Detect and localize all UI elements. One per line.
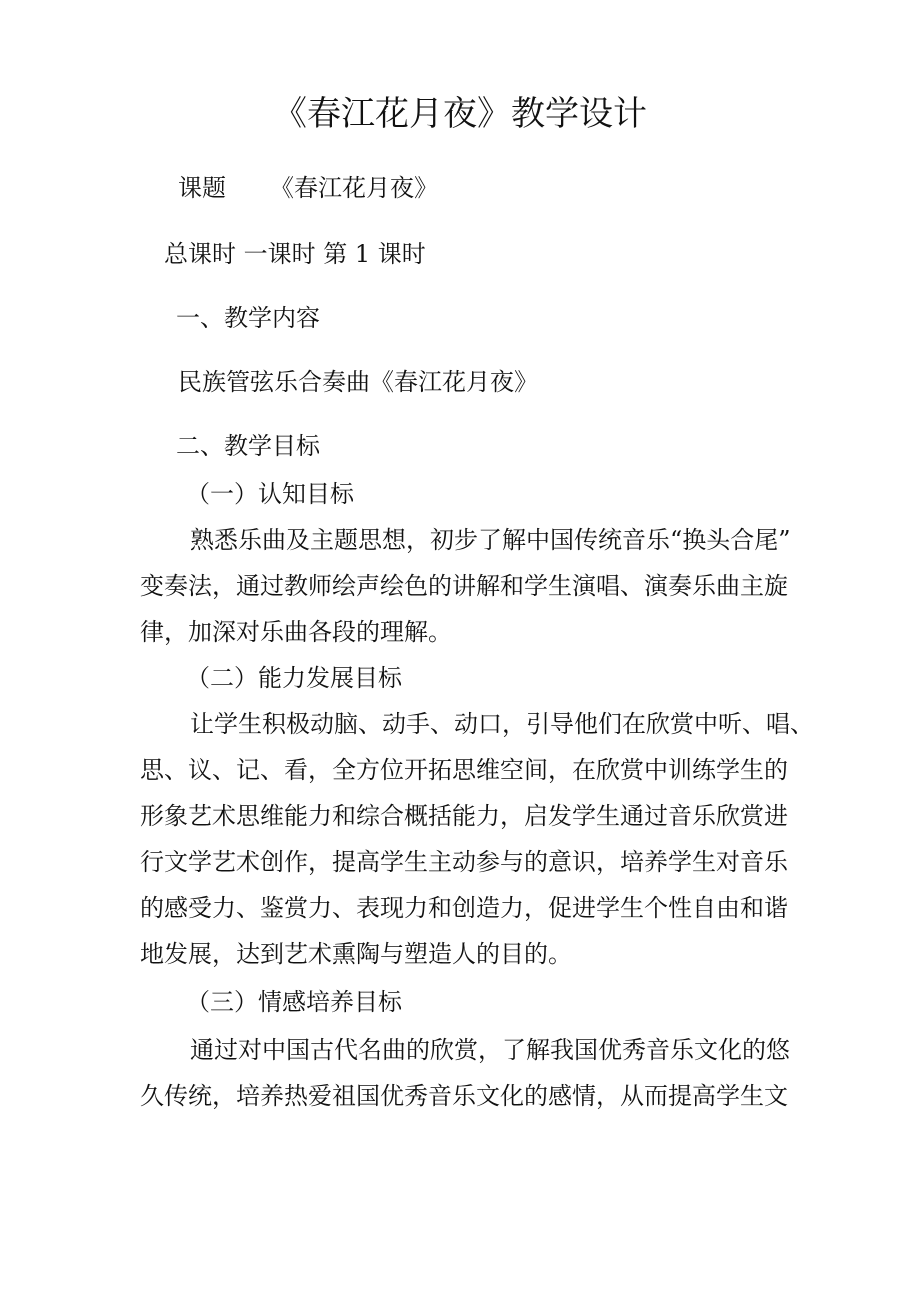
course-label: 课题 [178, 174, 226, 202]
paragraph-line: 久传统，培养热爱祖国优秀音乐文化的感情，从而提高学生文 [140, 1082, 788, 1110]
paragraph-line: 变奏法，通过教师绘声绘色的讲解和学生演唱、演奏乐曲主旋 [140, 572, 788, 600]
class-hours: 总课时 一课时 第 1 课时 [164, 240, 426, 268]
paragraph-line: 地发展，达到艺术熏陶与塑造人的目的。 [140, 940, 572, 968]
section-heading-teaching-content: 一、教学内容 [176, 304, 320, 332]
paragraph-line: 让学生积极动脑、动手、动口，引导他们在欣赏中听、唱、 [190, 710, 814, 738]
paragraph-line: 熟悉乐曲及主题思想，初步了解中国传统音乐“换头合尾” [190, 526, 791, 554]
paragraph-line: 律，加深对乐曲各段的理解。 [140, 618, 452, 646]
subheading-emotional-goals: （三）情感培养目标 [186, 988, 402, 1016]
paragraph-line: 行文学艺术创作，提高学生主动参与的意识，培养学生对音乐 [140, 848, 788, 876]
paragraph-line: 的感受力、鉴赏力、表现力和创造力，促进学生个性自由和谐 [140, 894, 788, 922]
teaching-content-text: 民族管弦乐合奏曲《春江花月夜》 [178, 368, 538, 396]
document-title: 《春江花月夜》教学设计 [273, 94, 647, 134]
subheading-cognitive-goals: （一）认知目标 [186, 480, 354, 508]
course-value: 《春江花月夜》 [270, 174, 438, 202]
subheading-ability-goals: （二）能力发展目标 [186, 664, 402, 692]
paragraph-line: 形象艺术思维能力和综合概括能力，启发学生通过音乐欣赏进 [140, 802, 788, 830]
paragraph-line: 思、议、记、看，全方位开拓思维空间，在欣赏中训练学生的 [140, 756, 788, 784]
section-heading-teaching-goals: 二、教学目标 [176, 432, 320, 460]
paragraph-line: 通过对中国古代名曲的欣赏，了解我国优秀音乐文化的悠 [190, 1036, 790, 1064]
